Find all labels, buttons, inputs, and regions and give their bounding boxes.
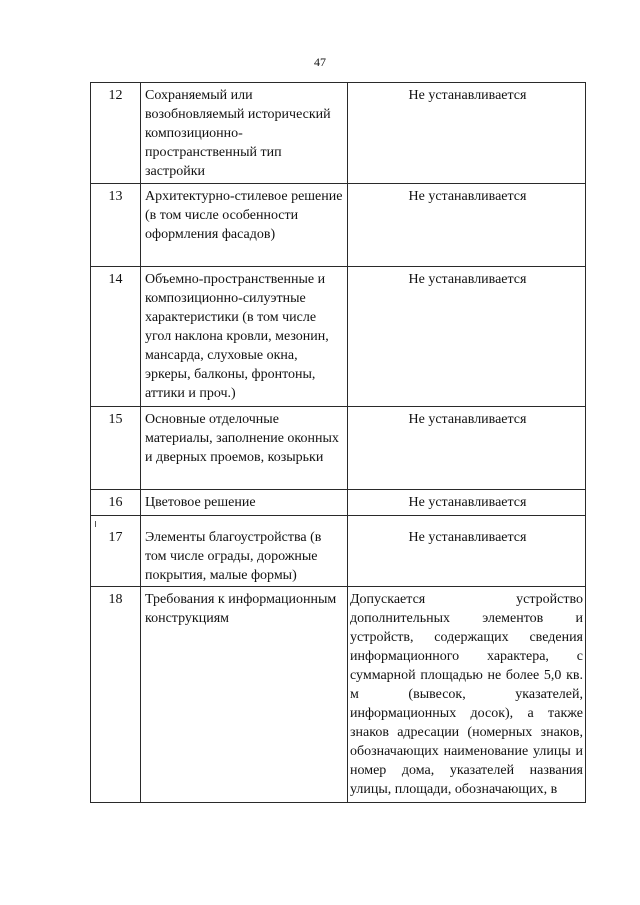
row-number: 16 bbox=[91, 490, 141, 516]
requirement-value: Не устанавливается bbox=[348, 516, 586, 587]
requirement-value: Не устанавливается bbox=[348, 407, 586, 490]
requirement-value: Не устанавливается bbox=[348, 83, 586, 184]
requirement-name: Цветовое решение bbox=[141, 490, 348, 516]
row-number: 17 bbox=[91, 516, 141, 587]
requirement-value: Не устанавливается bbox=[348, 184, 586, 267]
row-number: 14 bbox=[91, 267, 141, 407]
requirement-name: Объемно-пространственные и композиционно-силуэтные характеристики (в том числе угол наклона кровли, мезонин, мансарда, слуховые окна, эркеры, балконы, фронтоны, аттики и проч.) bbox=[141, 267, 348, 407]
row-number: 15 bbox=[91, 407, 141, 490]
table-row bbox=[91, 516, 586, 587]
table-row bbox=[91, 407, 586, 490]
page-number: 47 bbox=[314, 55, 326, 69]
row-number: 18 bbox=[91, 587, 141, 803]
requirement-name: Сохраняемый или возобновляемый исторический композиционно-пространственный тип застройки bbox=[141, 83, 348, 184]
requirement-name: Архитектурно-стилевое решение (в том числе особенности оформления фасадов) bbox=[141, 184, 348, 267]
table-row bbox=[91, 587, 586, 803]
table-row bbox=[91, 267, 586, 407]
table-row bbox=[91, 184, 586, 267]
table-row bbox=[91, 83, 586, 184]
regulations-table bbox=[90, 82, 586, 803]
requirement-name: Требования к информационным конструкциям bbox=[141, 587, 348, 803]
requirement-value: Не устанавливается bbox=[348, 267, 586, 407]
requirement-value: Допускается устройство дополнительных элементов и устройств, содержащих сведения информационного характера, с суммарной площадью не более 5,0 кв. м (вывесок, указателей, информационных досок), а также знаков адресации (номерных знаков, обозначающих наименование улицы и номер дома, указателей названия улицы, площади, обозначающих, в bbox=[348, 587, 586, 803]
requirement-name: Элементы благоустройства (в том числе ограды, дорожные покрытия, малые формы) bbox=[141, 516, 348, 587]
scan-mark bbox=[95, 521, 96, 527]
row-number: 12 bbox=[91, 83, 141, 184]
table-row bbox=[91, 490, 586, 516]
requirement-value: Не устанавливается bbox=[348, 490, 586, 516]
requirement-name: Основные отделочные материалы, заполнение оконных и дверных проемов, козырьки bbox=[141, 407, 348, 490]
row-number: 13 bbox=[91, 184, 141, 267]
